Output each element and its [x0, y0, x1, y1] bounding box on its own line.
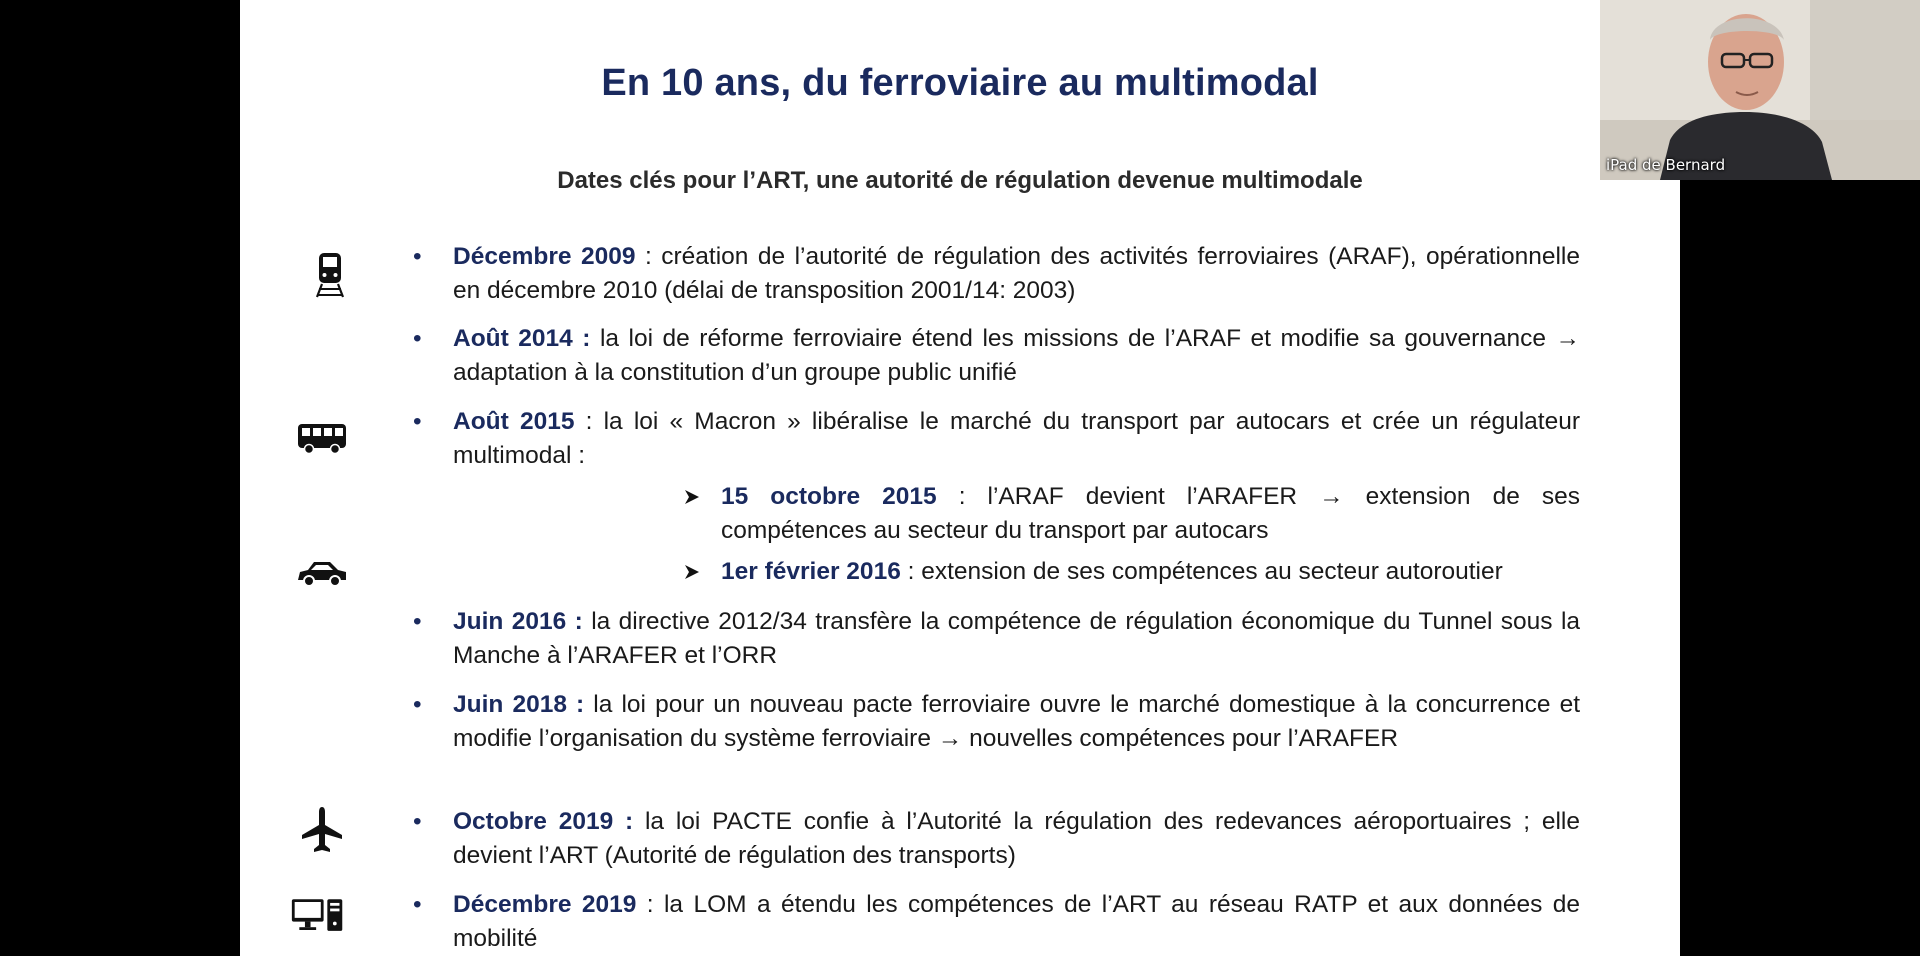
slide-title: En 10 ans, du ferroviaire au multimodal — [601, 62, 1319, 104]
subitem-date: 1er février 2016 — [721, 558, 901, 585]
item-text: la directive 2012/34 transfère la compétence de régulation économique du Tunnel sous la Manche à l’ARAFER et l’ORR — [453, 608, 1581, 669]
list-item — [413, 805, 1580, 873]
list-item — [413, 405, 1580, 473]
bullet-marker: • — [413, 408, 422, 435]
item-text: la loi PACTE confie à l’Autorité la régulation des redevances aéroportuaires ; elle devient l’ART (Autorité de régulation des transports) — [453, 808, 1580, 869]
bullet-marker: • — [413, 243, 422, 270]
participant-name-label: iPad de Bernard — [1606, 156, 1726, 174]
bullet-marker: • — [413, 691, 422, 718]
bullet-marker: • — [413, 891, 422, 918]
item-date: Décembre 2009 — [453, 243, 636, 270]
train-icon — [302, 247, 358, 303]
slide-subtitle: Dates clés pour l’ART, une autorité de régulation devenue multimodale — [557, 167, 1363, 194]
list-item — [413, 240, 1580, 308]
list-item — [413, 888, 1580, 956]
presentation-slide — [240, 0, 1680, 956]
participant-avatar — [1600, 0, 1920, 180]
list-item — [413, 322, 1580, 390]
subitem-text: : extension de ses compétences au secteur autoroutier — [900, 558, 1503, 585]
item-text: la loi pour un nouveau pacte ferroviaire ouvre le marché domestique à la concurrence et modifie l’organisation du système ferroviaire → nouvelles compétences pour l’ARAFER — [453, 691, 1580, 752]
item-text: : la LOM a étendu les compétences de l’ART au réseau RATP et aux données de mobilité — [453, 891, 1580, 952]
item-text: : la loi « Macron » libéralise le marché du transport par autocars et crée un régulateur multimodal : — [453, 408, 1580, 469]
bullet-marker: • — [413, 808, 422, 835]
sub-list-item-body — [721, 555, 1580, 589]
list-item — [413, 605, 1580, 673]
item-text: : création de l’autorité de régulation des activités ferroviaires (ARAF), opérationnelle en décembre 2010 (délai de transposition 2001/14: 2003) — [453, 243, 1580, 304]
item-date: Août 2015 — [453, 408, 575, 435]
airplane-icon — [294, 803, 350, 859]
item-date: Août 2014 : — [453, 325, 591, 352]
computer-icon — [290, 888, 346, 944]
item-date: Décembre 2019 — [453, 891, 637, 918]
item-date: Juin 2018 : — [453, 691, 585, 718]
arrowhead-bullet-icon — [683, 563, 701, 581]
car-icon — [294, 546, 350, 602]
sub-list-item-body — [721, 480, 1580, 548]
item-text: la loi de réforme ferroviaire étend les missions de l’ARAF et modifie sa gouvernance → adaptation à la constitution d’un groupe public unifié — [453, 325, 1580, 386]
bullet-marker: • — [413, 608, 422, 635]
arrowhead-bullet-icon — [683, 488, 701, 506]
subitem-date: 15 octobre 2015 — [721, 483, 937, 510]
bus-icon — [294, 410, 350, 466]
item-date: Octobre 2019 : — [453, 808, 634, 835]
item-date: Juin 2016 : — [453, 608, 583, 635]
participant-video-tile[interactable] — [1600, 0, 1920, 180]
bullet-marker: • — [413, 325, 422, 352]
subitem-text: : l’ARAF devient l’ARAFER → extension de ses compétences au secteur du transport par autocars — [721, 483, 1580, 544]
list-item — [413, 688, 1580, 756]
